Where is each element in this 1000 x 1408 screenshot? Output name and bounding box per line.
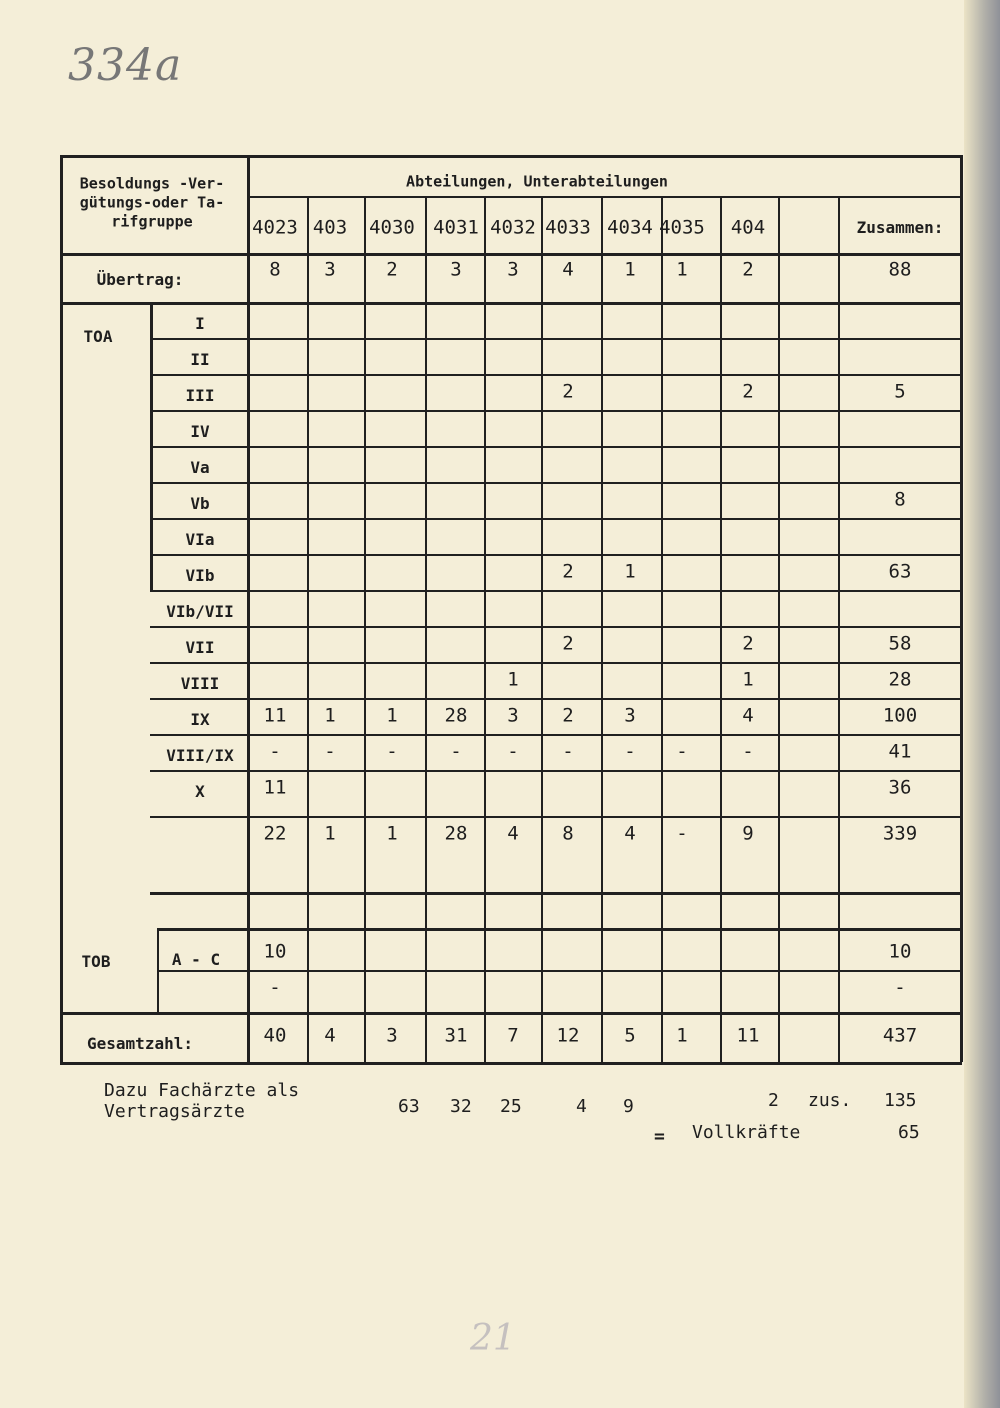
- tob-cell-value: -: [894, 976, 906, 999]
- toa-cell-value: 11: [263, 776, 287, 799]
- toa-group-label: VIII: [180, 674, 220, 693]
- column-header: 4031: [433, 216, 479, 239]
- toa-group-label: Vb: [190, 494, 210, 513]
- faint-pencil-page-number: 21: [470, 1318, 516, 1359]
- table-rule: [60, 155, 962, 158]
- toa-cell-value: 3: [624, 704, 636, 727]
- table-rule: [60, 302, 962, 305]
- toa-cell-value: -: [450, 740, 462, 763]
- toa-cell-value: 2: [562, 560, 574, 583]
- group-header-line: rifgruppe: [111, 212, 193, 231]
- table-rule: [541, 196, 543, 1062]
- toa-cell-value: 22: [263, 822, 287, 845]
- toa-group-label: II: [190, 350, 210, 369]
- footer-zus-value: 135: [884, 1090, 917, 1111]
- footer-full-label: Vollkräfte: [692, 1122, 801, 1143]
- toa-cell-value: 28: [444, 822, 468, 845]
- carryover-value: 2: [742, 258, 754, 281]
- toa-group-label: Va: [190, 458, 210, 477]
- table-rule: [157, 928, 962, 931]
- toa-cell-value: 1: [507, 668, 519, 691]
- total-value: 5: [624, 1024, 636, 1047]
- toa-cell-value: 2: [742, 632, 754, 655]
- total-value: 3: [386, 1024, 398, 1047]
- table-rule: [150, 338, 962, 340]
- toa-cell-value: 28: [888, 668, 912, 691]
- table-rule: [60, 253, 962, 256]
- table-rule: [157, 970, 962, 972]
- footer-value: 9: [623, 1096, 634, 1117]
- total-value: 7: [507, 1024, 519, 1047]
- carryover-value: 3: [324, 258, 336, 281]
- table-rule: [364, 196, 366, 1062]
- toa-cell-value: 8: [562, 822, 574, 845]
- table-rule: [150, 518, 962, 520]
- toa-cell-value: 4: [624, 822, 636, 845]
- tob-cell-value: 10: [263, 940, 287, 963]
- toa-cell-value: 2: [742, 380, 754, 403]
- toa-cell-value: -: [269, 740, 281, 763]
- carryover-value: 8: [269, 258, 281, 281]
- table-rule: [960, 155, 963, 1062]
- tob-cell-value: -: [269, 976, 281, 999]
- toa-group-label: III: [185, 386, 215, 405]
- carryover-value: 3: [450, 258, 462, 281]
- table-rule: [150, 816, 962, 818]
- table-rule: [484, 196, 486, 1062]
- total-value: 1: [676, 1024, 688, 1047]
- toa-cell-value: 9: [742, 822, 754, 845]
- group-header-line: Besoldungs -Ver-: [79, 174, 225, 193]
- footer-label-line2: Vertragsärzte: [104, 1101, 245, 1122]
- toa-cell-value: 339: [882, 822, 918, 845]
- footer-zus-label: zus.: [808, 1090, 852, 1111]
- total-label: Gesamtzahl:: [87, 1034, 193, 1053]
- table-rule: [60, 1062, 962, 1065]
- total-value: 4: [324, 1024, 336, 1047]
- toa-cell-value: 3: [507, 704, 519, 727]
- toa-group-label: IV: [190, 422, 210, 441]
- column-header: Zusammen:: [856, 218, 944, 237]
- toa-group-label: VIa: [185, 530, 215, 549]
- toa-cell-value: 1: [324, 704, 336, 727]
- table-rule: [60, 155, 63, 1062]
- toa-cell-value: 4: [742, 704, 754, 727]
- carryover-label: Übertrag:: [96, 270, 184, 289]
- carryover-value: 1: [624, 258, 636, 281]
- table-rule: [60, 1012, 962, 1015]
- footer-value: 63: [398, 1096, 420, 1117]
- carryover-value: 88: [888, 258, 912, 281]
- toa-cell-value: 1: [742, 668, 754, 691]
- toa-cell-value: 36: [888, 776, 912, 799]
- toa-group-label: VIb: [185, 566, 215, 585]
- table-rule: [150, 410, 962, 412]
- table-rule: [150, 662, 962, 664]
- table-rule: [150, 482, 962, 484]
- footer-full-value: 65: [898, 1122, 920, 1143]
- table-rule: [150, 590, 962, 592]
- total-value: 437: [882, 1024, 918, 1047]
- table-rule: [150, 734, 962, 736]
- footer-value: 32: [450, 1096, 472, 1117]
- column-header: 404: [730, 216, 766, 239]
- toa-group-label: VII: [185, 638, 215, 657]
- tob-group-label: A - C: [171, 950, 221, 969]
- toa-cell-value: -: [624, 740, 636, 763]
- toa-cell-value: -: [507, 740, 519, 763]
- table-rule: [150, 554, 962, 556]
- toa-group-label: IX: [190, 710, 210, 729]
- toa-group-label: VIII/IX: [166, 746, 234, 765]
- toa-cell-value: 1: [386, 822, 398, 845]
- toa-cell-value: 28: [444, 704, 468, 727]
- departments-header: Abteilungen, Unterabteilungen: [406, 172, 668, 191]
- toa-cell-value: 2: [562, 380, 574, 403]
- toa-cell-value: -: [676, 740, 688, 763]
- toa-group-label: I: [195, 314, 205, 333]
- footer-label-line1: Dazu Fachärzte als: [104, 1080, 300, 1101]
- footer-value: 4: [576, 1096, 587, 1117]
- table-rule: [150, 626, 962, 628]
- tob-label: TOB: [81, 952, 111, 971]
- table-rule: [150, 892, 962, 895]
- toa-cell-value: 1: [624, 560, 636, 583]
- toa-cell-value: -: [324, 740, 336, 763]
- total-value: 31: [444, 1024, 468, 1047]
- toa-cell-value: 4: [507, 822, 519, 845]
- toa-cell-value: -: [742, 740, 754, 763]
- column-header: 4035: [659, 216, 705, 239]
- table-rule: [661, 196, 663, 1062]
- toa-cell-value: 63: [888, 560, 912, 583]
- column-header: 4033: [545, 216, 591, 239]
- toa-cell-value: 8: [894, 488, 906, 511]
- toa-cell-value: -: [676, 822, 688, 845]
- table-rule: [720, 196, 722, 1062]
- handwritten-page-number: 334a: [68, 40, 183, 91]
- total-value: 12: [556, 1024, 580, 1047]
- tob-cell-value: 10: [888, 940, 912, 963]
- table-rule: [247, 155, 250, 1062]
- carryover-value: 4: [562, 258, 574, 281]
- table-rule: [778, 196, 780, 1062]
- carryover-value: 3: [507, 258, 519, 281]
- column-header: 403: [312, 216, 348, 239]
- table-rule: [247, 196, 962, 198]
- carryover-value: 1: [676, 258, 688, 281]
- toa-group-label: X: [195, 782, 205, 801]
- table-rule: [150, 374, 962, 376]
- table-rule: [150, 698, 962, 700]
- footer-value: 2: [768, 1090, 779, 1111]
- table-rule: [150, 446, 962, 448]
- toa-cell-value: 11: [263, 704, 287, 727]
- footer-value: 25: [500, 1096, 522, 1117]
- group-header-line: gütungs-oder Ta-: [79, 193, 225, 212]
- toa-cell-value: 5: [894, 380, 906, 403]
- column-header: 4030: [369, 216, 415, 239]
- toa-cell-value: 1: [324, 822, 336, 845]
- toa-cell-value: 58: [888, 632, 912, 655]
- column-header: 4032: [490, 216, 536, 239]
- toa-cell-value: 41: [888, 740, 912, 763]
- toa-cell-value: 100: [882, 704, 918, 727]
- column-header: 4034: [607, 216, 653, 239]
- toa-cell-value: -: [562, 740, 574, 763]
- table-rule: [425, 196, 427, 1062]
- footer-equals-sign: =: [654, 1126, 665, 1147]
- toa-cell-value: 2: [562, 704, 574, 727]
- toa-cell-value: 2: [562, 632, 574, 655]
- column-header: 4023: [252, 216, 298, 239]
- toa-cell-value: 1: [386, 704, 398, 727]
- table-rule: [307, 196, 309, 1062]
- carryover-value: 2: [386, 258, 398, 281]
- table-rule: [150, 770, 962, 772]
- toa-label: TOA: [83, 327, 113, 346]
- toa-group-label: VIb/VII: [166, 602, 234, 621]
- total-value: 11: [736, 1024, 760, 1047]
- toa-cell-value: -: [386, 740, 398, 763]
- table-rule: [838, 196, 840, 1062]
- table-rule: [601, 196, 603, 1062]
- total-value: 40: [263, 1024, 287, 1047]
